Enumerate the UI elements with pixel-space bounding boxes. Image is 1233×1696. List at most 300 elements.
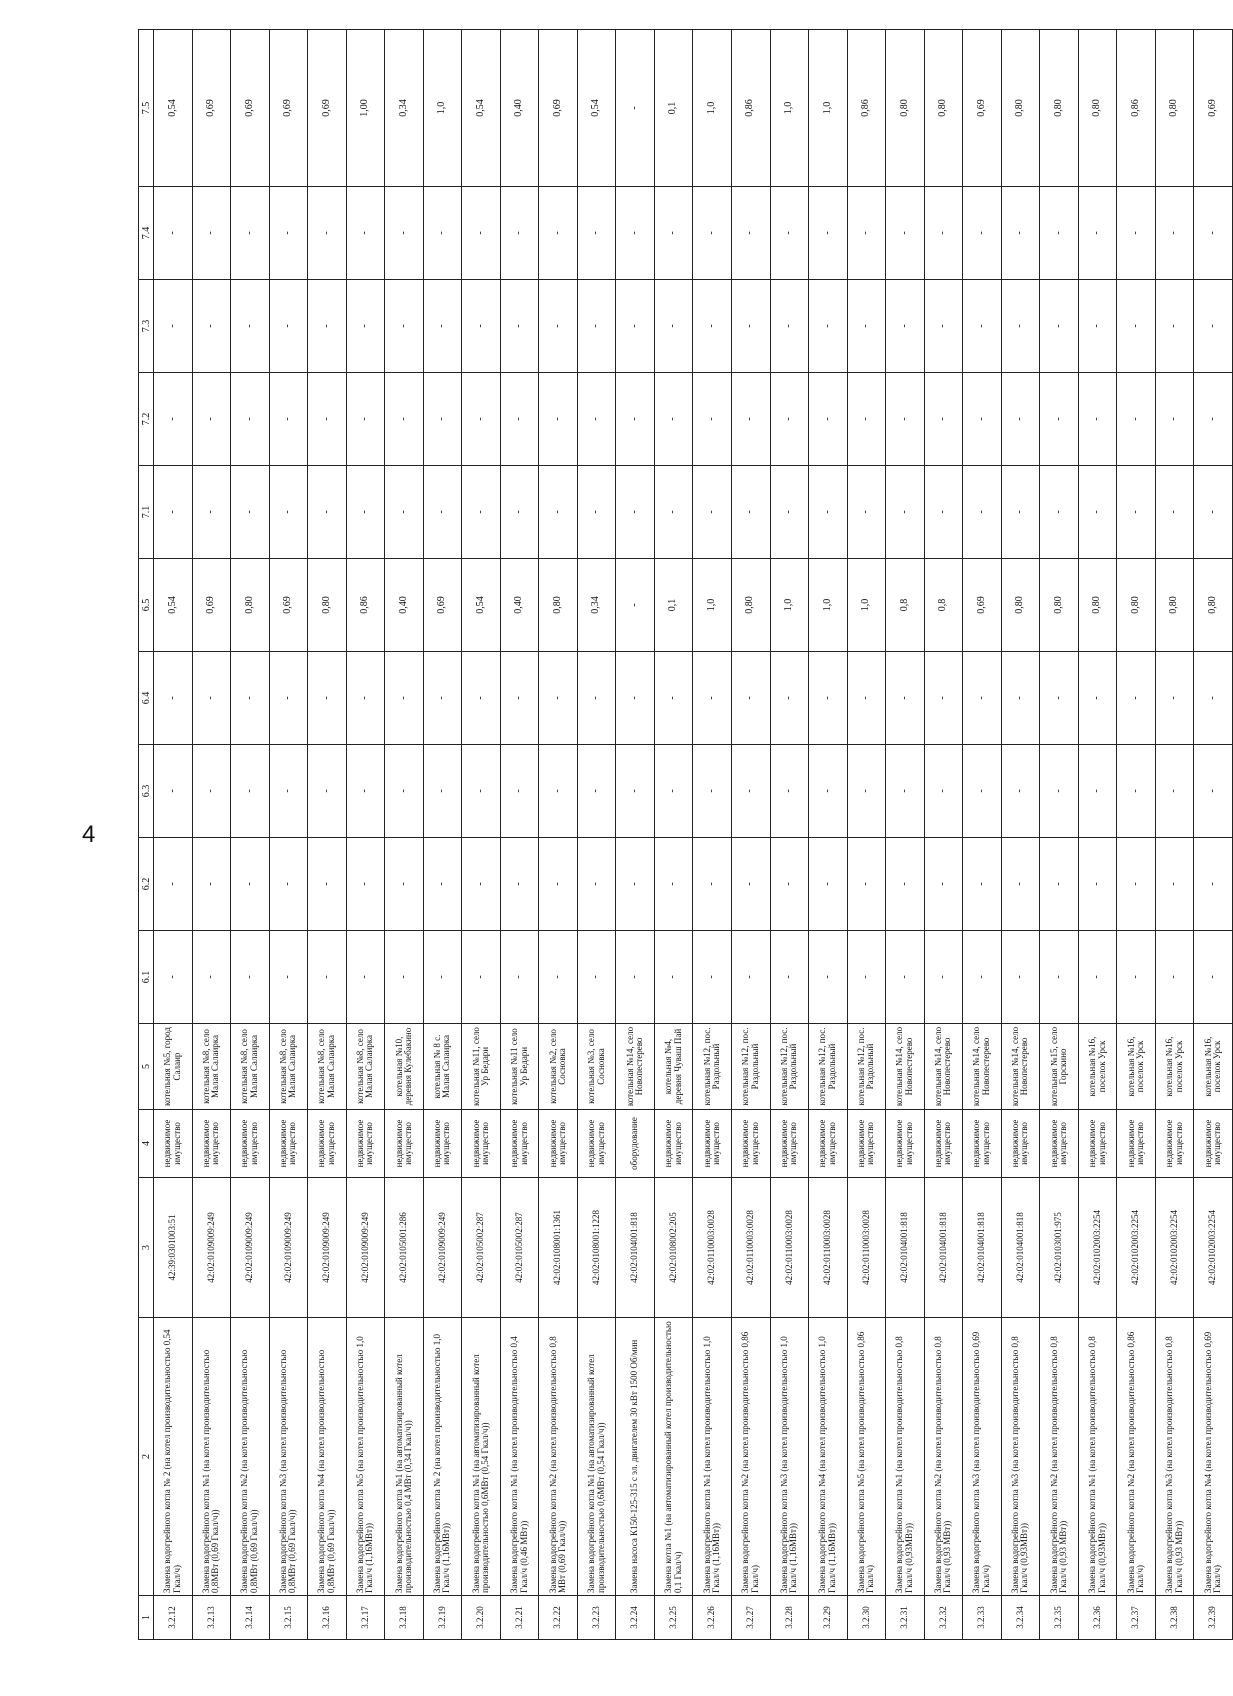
table-row [462,30,501,1640]
table-row [423,30,462,1640]
value-7-1: - [577,466,616,559]
row-number: 3.2.39 [1194,1596,1233,1640]
value-7-2: - [924,373,963,466]
value-6-4: - [1001,652,1040,745]
property-type: недвижимое имущество [385,1110,424,1178]
value-7-1: - [731,466,770,559]
value-6-4: - [1117,652,1156,745]
value-7-3: - [731,280,770,373]
value-6-2: - [693,838,732,931]
cadastral-number: 42:02:0105002:287 [462,1178,501,1318]
column-header: 3 [139,1178,154,1318]
value-6-2: - [154,838,193,931]
work-description: Замена водогрейного котла №4 (на котел производительностью 1,0 Гкал/ч (1,16МВт)) [809,1318,848,1596]
work-description: Замена водогрейного котла №2 (на котел производительностью 0,8 Гкал/ч (0,93 МВт)) [1040,1318,1079,1596]
value-7-3: - [577,280,616,373]
value-7-3: - [654,280,693,373]
property-type: недвижимое имущество [192,1110,231,1178]
value-7-5: 0,69 [963,30,1002,187]
location: котельная №8, село Малая Салаирка [231,1024,270,1110]
value-7-5: 0,69 [231,30,270,187]
value-7-2: - [770,373,809,466]
value-7-2: - [963,373,1002,466]
value-7-4: - [154,187,193,280]
property-type: недвижимое имущество [886,1110,925,1178]
table-row [693,30,732,1640]
value-7-1: - [539,466,578,559]
value-6-5: 0,80 [1155,559,1194,652]
work-description: Замена водогрейного котла №3 (на котел производительностью 0,8 Гкал/ч (0,93 МВт)) [1155,1318,1194,1596]
value-6-3: - [1078,745,1117,838]
value-6-1: - [577,931,616,1024]
cadastral-number: 42:02:0104001:818 [886,1178,925,1318]
value-7-4: - [423,187,462,280]
value-7-4: - [770,187,809,280]
row-number: 3.2.24 [616,1596,655,1640]
value-6-1: - [1155,931,1194,1024]
value-6-3: - [577,745,616,838]
value-6-1: - [654,931,693,1024]
value-6-5: 0,80 [1040,559,1079,652]
value-6-1: - [963,931,1002,1024]
location: котельная №4, деревня Чуваш Пай [654,1024,693,1110]
cadastral-number: 42:02:0104001:818 [963,1178,1002,1318]
location: котельная №14, село Новопестерево [886,1024,925,1110]
value-6-1: - [924,931,963,1024]
row-number: 3.2.32 [924,1596,963,1640]
column-header: 6.5 [139,559,154,652]
value-7-3: - [770,280,809,373]
value-7-3: - [385,280,424,373]
value-7-4: - [693,187,732,280]
row-number: 3.2.35 [1040,1596,1079,1640]
table-row [308,30,347,1640]
table-row [1117,30,1156,1640]
property-type: недвижимое имущество [462,1110,501,1178]
value-6-1: - [154,931,193,1024]
value-6-4: - [847,652,886,745]
value-7-1: - [231,466,270,559]
value-6-3: - [731,745,770,838]
value-7-3: - [1117,280,1156,373]
location: котельная №15, село Горскино [1040,1024,1079,1110]
row-number: 3.2.33 [963,1596,1002,1640]
value-6-1: - [539,931,578,1024]
cadastral-number: 42:02:0104001:818 [924,1178,963,1318]
value-6-4: - [462,652,501,745]
cadastral-number: 42:02:0104001:818 [616,1178,655,1318]
value-7-2: - [847,373,886,466]
value-6-1: - [500,931,539,1024]
cadastral-number: 42:02:0102003:2254 [1078,1178,1117,1318]
value-6-2: - [1117,838,1156,931]
value-6-4: - [192,652,231,745]
row-number: 3.2.30 [847,1596,886,1640]
value-7-4: - [346,187,385,280]
value-6-3: - [1040,745,1079,838]
rotated-table-wrapper [138,30,1233,1640]
value-6-3: - [1001,745,1040,838]
location: котельная №12, пос. Раздольный [693,1024,732,1110]
value-6-2: - [1040,838,1079,931]
value-6-3: - [770,745,809,838]
value-7-1: - [886,466,925,559]
cadastral-number: 42:02:0109009:249 [346,1178,385,1318]
value-6-3: - [346,745,385,838]
value-6-2: - [963,838,1002,931]
value-6-1: - [809,931,848,1024]
cadastral-number: 42:02:0110003:0028 [693,1178,732,1318]
cadastral-number: 42:02:0110003:0028 [809,1178,848,1318]
value-7-5: 0,86 [731,30,770,187]
value-7-1: - [192,466,231,559]
value-7-4: - [385,187,424,280]
value-7-2: - [1040,373,1079,466]
location: котельная №14, село Новопестерево [963,1024,1002,1110]
work-description: Замена водогрейного котла №1 (на котел производительностью 0,8 Гкал/ч (0,93МВт)) [886,1318,925,1596]
work-description: Замена насоса К150-125-315 с эл. двигателем 30 кВт 1500 Об/мин [616,1318,655,1596]
value-6-2: - [577,838,616,931]
value-6-3: - [1194,745,1233,838]
cadastral-number: 42:02:0104001:818 [1001,1178,1040,1318]
value-7-2: - [1001,373,1040,466]
value-6-4: - [1078,652,1117,745]
value-7-1: - [154,466,193,559]
value-7-1: - [346,466,385,559]
work-description: Замена котла №1 (на автоматизированный котел производительностью 0,1 Гкал/ч) [654,1318,693,1596]
work-description: Замена водогрейного котла №1 (на автоматизированный котел производительностью 0,6МВт (0,54 Гкал/ч)) [462,1318,501,1596]
value-7-1: - [1194,466,1233,559]
column-header: 5 [139,1024,154,1110]
value-6-4: - [924,652,963,745]
value-7-3: - [231,280,270,373]
work-description: Замена водогрейного котла №4 (на котел производительностью 0,69 Гкал/ч) [1194,1318,1233,1596]
value-7-1: - [654,466,693,559]
property-type: недвижимое имущество [770,1110,809,1178]
value-6-4: - [346,652,385,745]
value-6-5: - [616,559,655,652]
property-type: недвижимое имущество [731,1110,770,1178]
value-6-4: - [693,652,732,745]
value-6-5: 0,8 [924,559,963,652]
column-header: 6.2 [139,838,154,931]
value-7-3: - [462,280,501,373]
cadastral-number: 42:02:0110003:0028 [770,1178,809,1318]
value-6-5: 0,80 [731,559,770,652]
value-7-2: - [154,373,193,466]
table-row [1040,30,1079,1640]
property-type: недвижимое имущество [963,1110,1002,1178]
value-7-3: - [1040,280,1079,373]
value-6-5: 0,80 [308,559,347,652]
row-number: 3.2.23 [577,1596,616,1640]
value-6-5: 1,0 [809,559,848,652]
table-row [616,30,655,1640]
row-number: 3.2.34 [1001,1596,1040,1640]
property-type: недвижимое имущество [1078,1110,1117,1178]
value-6-4: - [963,652,1002,745]
table-row [154,30,193,1640]
work-description: Замена водогрейного котла №1 (на котел производительностью 0,4 Гкал/ч (0,46 МВт)) [500,1318,539,1596]
value-6-3: - [308,745,347,838]
value-7-1: - [616,466,655,559]
value-6-3: - [924,745,963,838]
value-6-3: - [423,745,462,838]
table-row [963,30,1002,1640]
table-row [1078,30,1117,1640]
value-6-3: - [963,745,1002,838]
value-6-2: - [847,838,886,931]
value-6-4: - [1040,652,1079,745]
value-7-1: - [1001,466,1040,559]
value-6-2: - [462,838,501,931]
column-header: 6.1 [139,931,154,1024]
property-type: недвижимое имущество [269,1110,308,1178]
value-6-1: - [770,931,809,1024]
value-6-1: - [346,931,385,1024]
value-7-4: - [886,187,925,280]
work-description: Замена водогрейного котла №2 (на котел производительностью 0,86 Гкал/ч) [1117,1318,1156,1596]
cadastral-number: 42:02:0105001:286 [385,1178,424,1318]
work-description: Замена водогрейного котла №1 (на котел производительностью 0,8 Гкал/ч (0,93МВт)) [1078,1318,1117,1596]
work-description: Замена водогрейного котла №2 (на котел производительностью 0,8МВт (0,69 Гкал/ч)) [231,1318,270,1596]
value-7-4: - [539,187,578,280]
value-6-2: - [770,838,809,931]
column-header: 7.3 [139,280,154,373]
value-7-5: 0,80 [924,30,963,187]
value-7-4: - [269,187,308,280]
value-6-2: - [308,838,347,931]
row-number: 3.2.13 [192,1596,231,1640]
value-6-5: 0,80 [539,559,578,652]
value-6-4: - [385,652,424,745]
value-6-2: - [809,838,848,931]
row-number: 3.2.31 [886,1596,925,1640]
property-type: недвижимое имущество [423,1110,462,1178]
value-7-2: - [192,373,231,466]
value-7-2: - [886,373,925,466]
row-number: 3.2.15 [269,1596,308,1640]
value-7-5: - [616,30,655,187]
property-type: недвижимое имущество [1155,1110,1194,1178]
cadastral-number: 42:02:0110003:0028 [847,1178,886,1318]
value-6-4: - [654,652,693,745]
value-6-2: - [1194,838,1233,931]
value-6-1: - [1040,931,1079,1024]
row-number: 3.2.12 [154,1596,193,1640]
value-7-1: - [963,466,1002,559]
work-description: Замена водогрейного котла №1 (на автоматизированный котел производительностью 0,6МВт (0,54 Гкал/ч)) [577,1318,616,1596]
location: котельная №8, село Малая Салаирка [346,1024,385,1110]
value-6-5: 0,8 [886,559,925,652]
cadastral-number: 42:02:0102003:2254 [1155,1178,1194,1318]
value-7-4: - [654,187,693,280]
work-description: Замена водогрейного котла №3 (на котел производительностью 0,8 Гкал/ч (0,93МВт)) [1001,1318,1040,1596]
property-type: недвижимое имущество [847,1110,886,1178]
value-7-2: - [346,373,385,466]
cadastral-number: 42:02:0109009:249 [423,1178,462,1318]
value-6-3: - [1155,745,1194,838]
value-6-1: - [1117,931,1156,1024]
cadastral-number: 42:02:0109009:249 [308,1178,347,1318]
property-type: недвижимое имущество [1001,1110,1040,1178]
table-row [1001,30,1040,1640]
value-7-2: - [1078,373,1117,466]
value-7-3: - [963,280,1002,373]
value-7-3: - [269,280,308,373]
value-7-4: - [963,187,1002,280]
value-7-5: 0,69 [269,30,308,187]
value-6-1: - [1194,931,1233,1024]
table-row [269,30,308,1640]
value-7-3: - [423,280,462,373]
location: котельная №14, село Новопестерево [924,1024,963,1110]
table-row [500,30,539,1640]
value-6-3: - [1117,745,1156,838]
value-7-2: - [693,373,732,466]
table-row [1194,30,1233,1640]
location: котельная №16, поселок Урск [1117,1024,1156,1110]
value-6-4: - [423,652,462,745]
cadastral-number: 42:02:0108002:205 [654,1178,693,1318]
value-7-3: - [346,280,385,373]
value-6-1: - [847,931,886,1024]
table-body [154,30,1233,1640]
value-7-5: 1,0 [693,30,732,187]
value-6-4: - [770,652,809,745]
value-7-3: - [192,280,231,373]
value-6-2: - [924,838,963,931]
row-number: 3.2.27 [731,1596,770,1640]
value-7-4: - [616,187,655,280]
row-number: 3.2.19 [423,1596,462,1640]
value-7-2: - [1194,373,1233,466]
value-6-5: 0,1 [654,559,693,652]
value-6-5: 0,80 [1001,559,1040,652]
value-6-4: - [1155,652,1194,745]
table-row [809,30,848,1640]
cadastral-number: 42:02:0109009:249 [192,1178,231,1318]
value-6-2: - [1155,838,1194,931]
work-description: Замена водогрейного котла №1 (на котел производительностью 1,0 Гкал/ч (1,16МВт)) [693,1318,732,1596]
value-7-1: - [500,466,539,559]
value-7-1: - [269,466,308,559]
value-7-2: - [231,373,270,466]
value-7-5: 0,80 [1040,30,1079,187]
cadastral-number: 42:02:0108001:1361 [539,1178,578,1318]
value-7-5: 0,54 [462,30,501,187]
cadastral-number: 42:02:0108001:1228 [577,1178,616,1318]
value-7-5: 0,80 [886,30,925,187]
value-6-5: 0,69 [192,559,231,652]
cadastral-number: 42:02:0103001:975 [1040,1178,1079,1318]
row-number: 3.2.36 [1078,1596,1117,1640]
value-6-1: - [616,931,655,1024]
location: котельная №5, город Салаир [154,1024,193,1110]
value-7-5: 0,80 [1001,30,1040,187]
value-7-5: 0,40 [500,30,539,187]
value-6-4: - [616,652,655,745]
value-7-3: - [809,280,848,373]
value-7-4: - [809,187,848,280]
value-6-3: - [462,745,501,838]
table-row [654,30,693,1640]
value-7-2: - [809,373,848,466]
value-7-5: 0,54 [154,30,193,187]
value-6-5: 0,40 [500,559,539,652]
property-type: недвижимое имущество [308,1110,347,1178]
value-7-4: - [192,187,231,280]
property-type: недвижимое имущество [654,1110,693,1178]
value-6-2: - [616,838,655,931]
value-6-2: - [231,838,270,931]
value-7-5: 0,69 [1194,30,1233,187]
value-7-4: - [731,187,770,280]
property-type: недвижимое имущество [500,1110,539,1178]
value-7-4: - [1078,187,1117,280]
value-6-5: 1,0 [847,559,886,652]
value-6-1: - [231,931,270,1024]
cadastral-number: 42:02:0105002:287 [500,1178,539,1318]
value-7-3: - [847,280,886,373]
value-6-3: - [500,745,539,838]
row-number: 3.2.14 [231,1596,270,1640]
value-7-2: - [385,373,424,466]
value-7-1: - [809,466,848,559]
value-7-4: - [847,187,886,280]
value-6-1: - [1001,931,1040,1024]
value-7-5: 1,0 [809,30,848,187]
value-6-1: - [462,931,501,1024]
location: котельная №14, село Новопестерево [1001,1024,1040,1110]
value-6-2: - [654,838,693,931]
value-7-4: - [577,187,616,280]
work-description: Замена водогрейного котла №2 (на котел производительностью 0,86 Гкал/ч) [731,1318,770,1596]
value-6-5: 0,69 [963,559,1002,652]
row-number: 3.2.29 [809,1596,848,1640]
value-7-3: - [1001,280,1040,373]
cadastral-number: 42:39:0301003:51 [154,1178,193,1318]
value-7-1: - [1040,466,1079,559]
value-7-2: - [269,373,308,466]
value-6-2: - [385,838,424,931]
value-6-4: - [731,652,770,745]
value-6-3: - [847,745,886,838]
value-7-1: - [1078,466,1117,559]
value-7-5: 0,80 [1078,30,1117,187]
row-number: 3.2.20 [462,1596,501,1640]
location: котельная №12, пос. Раздольный [809,1024,848,1110]
value-6-5: 0,54 [462,559,501,652]
page-number: 4 [82,821,96,848]
value-7-4: - [1155,187,1194,280]
value-7-1: - [462,466,501,559]
value-7-3: - [1155,280,1194,373]
location: котельная № 8 с. Малая Салаирка [423,1024,462,1110]
row-number: 3.2.28 [770,1596,809,1640]
property-type: недвижимое имущество [231,1110,270,1178]
value-7-2: - [654,373,693,466]
row-number: 3.2.22 [539,1596,578,1640]
value-7-2: - [308,373,347,466]
value-6-2: - [346,838,385,931]
property-type: недвижимое имущество [809,1110,848,1178]
value-6-5: 0,80 [1194,559,1233,652]
property-type: недвижимое имущество [577,1110,616,1178]
table-row [192,30,231,1640]
value-7-2: - [500,373,539,466]
property-type: недвижимое имущество [346,1110,385,1178]
